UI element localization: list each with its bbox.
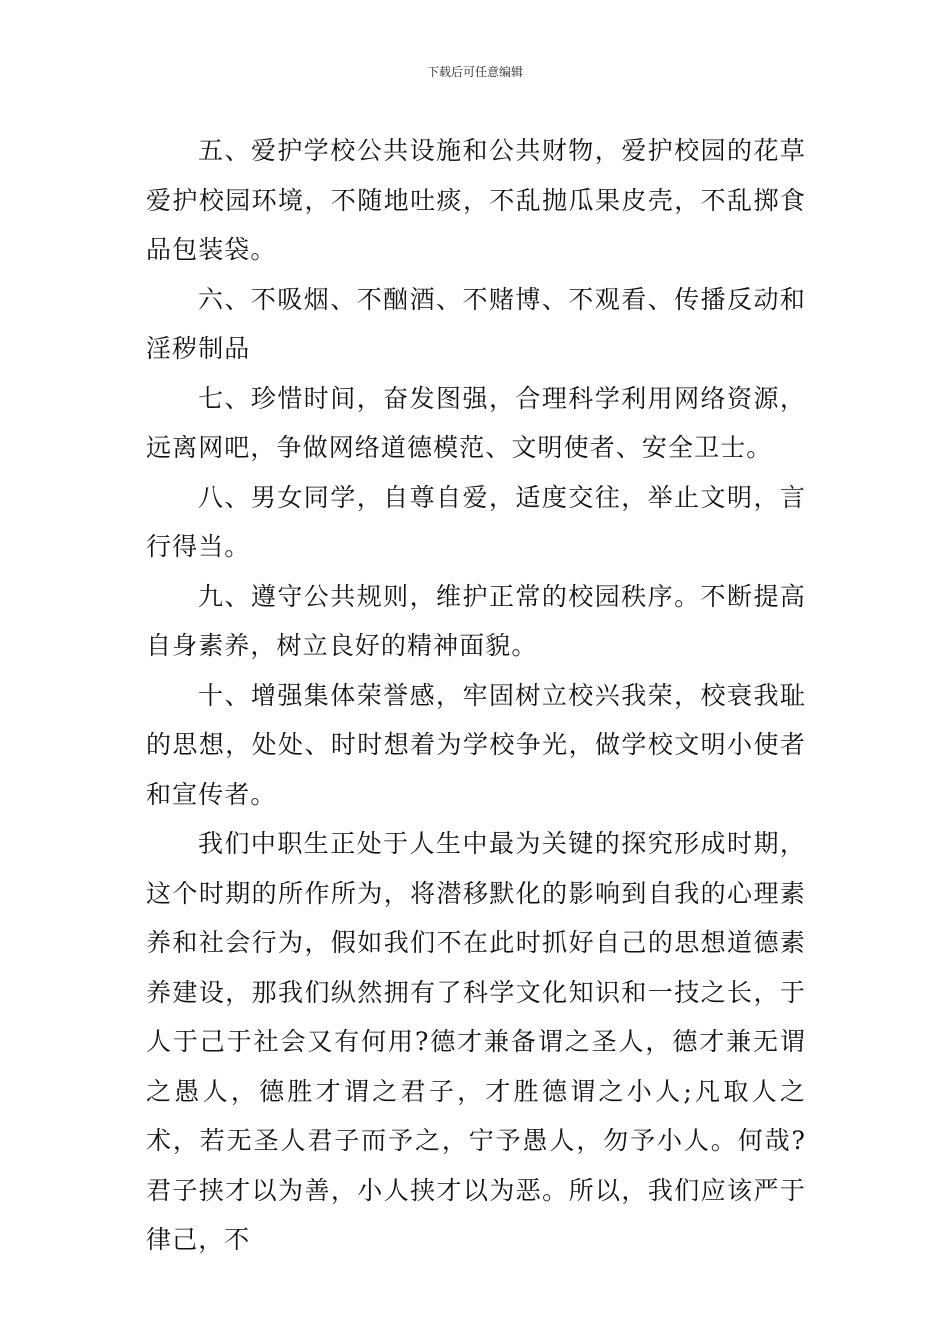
paragraph-closing: 我们中职生正处于人生中最为关键的探究形成时期，这个时期的所作所为，将潜移默化的影响到自我的心理素养和社会行为，假如我们不在此时抓好自己的思想道德素养建设，那我们纵然拥有了科学文化知识和一技之长，于人于己于社会又有何用?德才兼备谓之圣人，德才兼无谓之愚人，德胜才谓之君子，才胜德谓之小人;凡取人之术，若无圣人君子而予之，宁予愚人，勿予小人。何哉?君子挟才以为善，小人挟才以为恶。所以，我们应该严于律己，不	[146, 829, 806, 1254]
paragraph-item-10: 十、增强集体荣誉感，牢固树立校兴我荣，校衰我耻的思想，处处、时时想着为学校争光，做学校文明小使者和宣传者。	[146, 680, 806, 809]
paragraph-item-7: 七、珍惜时间，奋发图强，合理科学利用网络资源，远离网吧，争做网络道德模范、文明使者、安全卫士。	[146, 383, 806, 462]
paragraph-item-5: 五、爱护学校公共设施和公共财物，爱护校园的花草爱护校园环境，不随地吐痰，不乱抛瓜果皮壳，不乱掷食品包装袋。	[146, 136, 806, 264]
paragraph-item-6: 六、不吸烟、不酗酒、不赌博、不观看、传播反动和淫秽制品	[146, 284, 806, 363]
paragraph-item-8: 八、男女同学，自尊自爱，适度交往，举止文明，言行得当。	[146, 482, 806, 561]
document-body	[146, 126, 806, 1265]
paragraph-item-9: 九、遵守公共规则，维护正常的校园秩序。不断提高自身素养，树立良好的精神面貌。	[146, 581, 806, 660]
page-header: 下载后可任意编辑	[426, 65, 523, 79]
